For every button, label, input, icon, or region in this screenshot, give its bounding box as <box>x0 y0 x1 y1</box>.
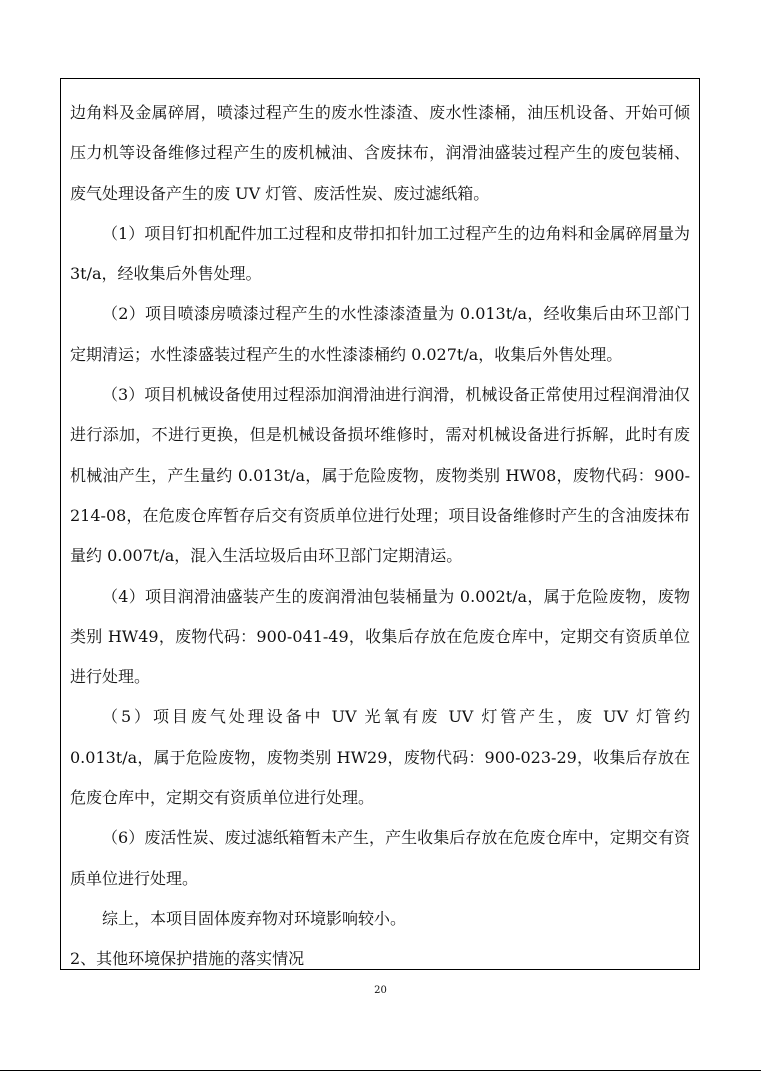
section-heading-2: 2、其他环境保护措施的落实情况 <box>70 949 305 969</box>
page-number: 20 <box>374 985 387 996</box>
paragraph-item-1: （1）项目钉扣机配件加工过程和皮带扣扣针加工过程产生的边角料和金属碎屑量为 3t/a，经收集后外售处理。 <box>70 223 690 284</box>
bottom-divider <box>0 1070 761 1071</box>
content-table-frame <box>60 78 700 970</box>
paragraph-intro: 边角料及金属碎屑，喷漆过程产生的废水性漆渣、废水性漆桶，油压机设备、开始可倾压力机等设备维修过程产生的废机械油、含废抹布，润滑油盛装过程产生的废包装桶、废气处理设备产生的废 UV 灯管、废活性炭、废过滤纸箱。 <box>70 103 690 203</box>
document-body <box>70 93 690 980</box>
paragraph-item-6: （6）废活性炭、废过滤纸箱暂未产生，产生收集后存放在危废仓库中，定期交有资质单位进行处理。 <box>70 828 690 888</box>
paragraph-summary: 综上，本项目固体废弃物对环境影响较小。 <box>102 908 407 928</box>
paragraph-item-4: （4）项目润滑油盛装产生的废润滑油包装桶量为 0.002t/a，属于危险废物，废物类别 HW49，废物代码：900-041-49，收集后存放在危废仓库中，定期交有资质单位进行处理。 <box>70 586 690 687</box>
paragraph-item-2: （2）项目喷漆房喷漆过程产生的水性漆漆渣量为 0.013t/a，经收集后由环卫部门定期清运；水性漆盛装过程产生的水性漆漆桶约 0.027t/a，收集后外售处理。 <box>70 304 690 364</box>
paragraph-item-3: （3）项目机械设备使用过程添加润滑油进行润滑，机械设备正常使用过程润滑油仅进行添加，不进行更换，但是机械设备损坏维修时，需对机械设备进行拆解，此时有废机械油产生，产生量约 0.013t/a，属于危险废物，废物类别 HW08，废物代码：900-214-08，在危废仓库暂存后交有资质单位进行处理；项目设备维修时产生的含油废抹布量约 0.007t/a，混入生活垃圾后由环卫部门定期清运。 <box>70 385 690 566</box>
paragraph-item-5: （5）项目废气处理设备中 UV 光氧有废 UV 灯管产生，废 UV 灯管约 0.013t/a，属于危险废物，废物类别 HW29，废物代码：900-023-29，收集后存放在危废仓库中，定期交有资质单位进行处理。 <box>70 707 690 808</box>
